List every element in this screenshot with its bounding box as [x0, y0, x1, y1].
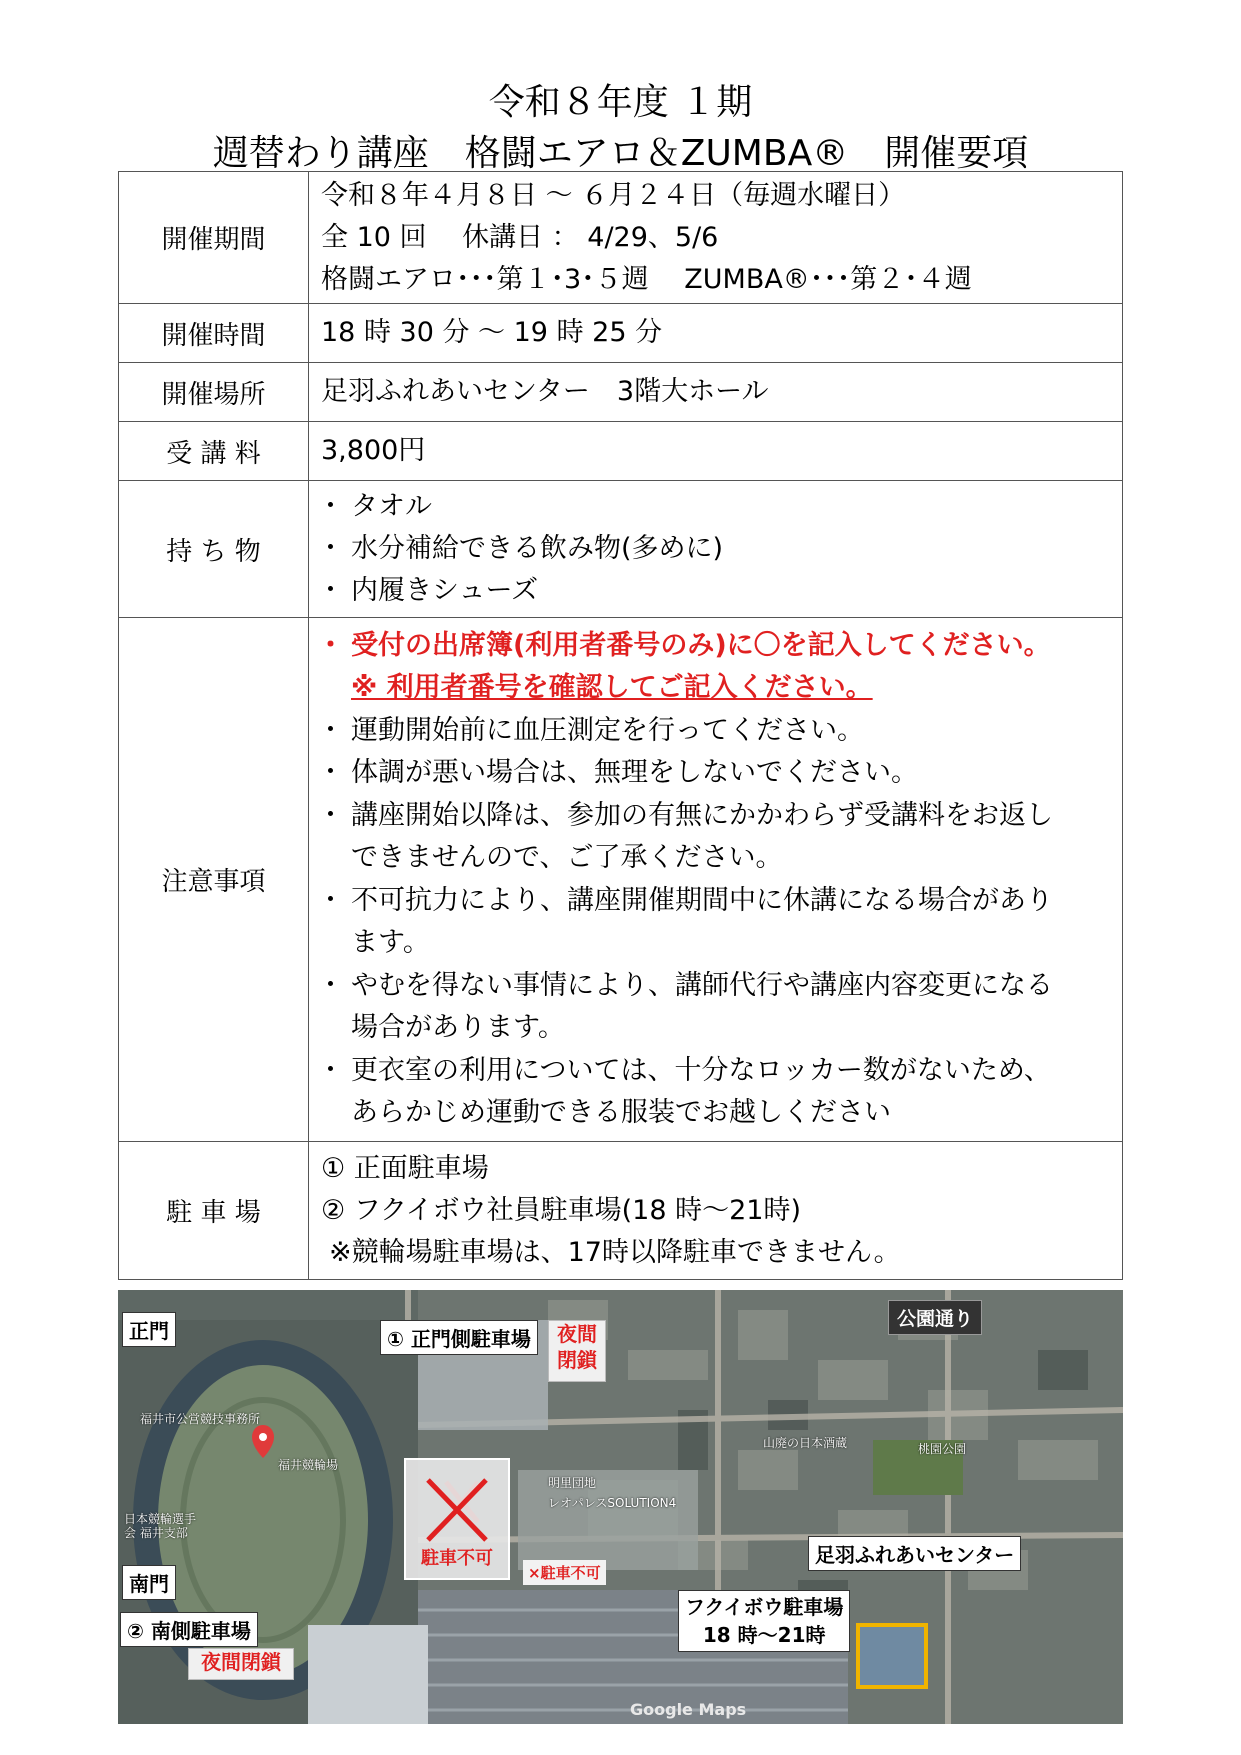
label-fukuibo	[678, 1590, 850, 1652]
row-fee	[119, 422, 1123, 481]
label-koen-dori: 公園通り	[888, 1300, 982, 1335]
label-seimon-parking: ① 正門側駐車場	[380, 1320, 538, 1355]
note-3-cont: できませんので、ご了承ください。	[351, 842, 783, 873]
label-south-parking: ② 南側駐車場	[120, 1612, 258, 1647]
note-6-cont: あらかじめ運動できる服装でお越しください	[351, 1097, 891, 1128]
parking-3: ※競輪場駐車場は、17時以降駐車できません。	[329, 1236, 901, 1268]
label-center: 足羽ふれあいセンター	[808, 1536, 1021, 1571]
period-line-1: 令和８年４月８日 ～ ６月２４日（毎週水曜日）	[321, 179, 906, 211]
poi-meiri: 明里団地	[548, 1476, 597, 1490]
google-maps-logo: Google Maps	[630, 1700, 747, 1719]
note-6: ・ 更衣室の利用については、十分なロッカー数がないため、	[321, 1050, 1122, 1093]
period-line-3: 格闘エアロ･･･第１･3･５週 ZUMBA®･･･第２･４週	[321, 263, 972, 295]
no-parking-label: 駐車不可	[421, 1548, 493, 1569]
poi-union-2: 会 福井支部	[124, 1526, 188, 1540]
fukuibo-line-2: 18 時～21時	[702, 1623, 826, 1647]
no-parking-small-label: ×駐車不可	[523, 1560, 606, 1585]
row-parking	[119, 1142, 1123, 1280]
info-table	[118, 171, 1123, 1280]
row-time	[119, 304, 1123, 363]
label-period: 開催期間	[119, 172, 309, 304]
label-fee: 受 講 料	[119, 422, 309, 481]
label-place: 開催場所	[119, 363, 309, 422]
item-shoes: ・ 内履きシューズ	[321, 570, 1122, 612]
period-line-2: 全 10 回 休講日 ： 4/29、5/6	[321, 221, 719, 253]
fukuibo-line-1: フクイボウ駐車場	[685, 1595, 844, 1619]
night-closed-2: 夜間閉鎖	[188, 1648, 294, 1680]
note-5: ・ やむを得ない事情により、講師代行や講座内容変更になる	[321, 965, 1122, 1008]
label-seimon: 正門	[122, 1312, 176, 1347]
note-red-1: ・ 受付の出席簿(利用者番号のみ)に〇を記入してください。	[321, 625, 1122, 668]
poi-office: 福井市公営競技事務所	[140, 1412, 261, 1426]
label-time: 開催時間	[119, 304, 309, 363]
parking-1: ① 正面駐車場	[321, 1152, 489, 1184]
row-place	[119, 363, 1123, 422]
note-3: ・ 講座開始以降は、参加の有無にかかわらず受講料をお返し	[321, 795, 1122, 838]
poi-leo: レオパレスSOLUTION4	[548, 1496, 677, 1510]
note-1: ・ 運動開始前に血圧測定を行ってください。	[321, 710, 1122, 753]
row-notes	[119, 618, 1123, 1142]
note-5-cont: 場合があります。	[351, 1012, 565, 1043]
label-notes: 注意事項	[119, 618, 309, 1142]
row-period	[119, 172, 1123, 304]
poi-sake: 山廃の日本酒蔵	[763, 1436, 848, 1450]
label-nanmon: 南門	[122, 1565, 176, 1600]
note-4-cont: ます。	[351, 927, 430, 958]
poi-union-1: 日本競輪選手	[124, 1512, 197, 1526]
poi-keirin: 福井競輪場	[278, 1458, 339, 1472]
note-2: ・ 体調が悪い場合は、無理をしないでください。	[321, 752, 1122, 795]
label-items: 持 ち 物	[119, 481, 309, 618]
value-fee: 3,800円	[309, 422, 1123, 481]
poi-park: 桃園公園	[918, 1442, 967, 1456]
item-drink: ・ 水分補給できる飲み物(多めに)	[321, 528, 1122, 570]
no-parking-area	[404, 1458, 510, 1580]
label-parking: 駐 車 場	[119, 1142, 309, 1280]
value-place: 足羽ふれあいセンター 3階大ホール	[309, 363, 1123, 422]
parking-2: ② フクイボウ社員駐車場(18 時～21時)	[321, 1194, 801, 1226]
satellite-map	[118, 1290, 1123, 1724]
title-line-1: 令和８年度 １期	[488, 82, 753, 123]
note-red-2: ※ 利用者番号を確認してご記入ください。	[351, 672, 873, 703]
title-line-2: 週替わり講座 格闘エアロ＆ZUMBA® 開催要項	[212, 133, 1029, 174]
note-4: ・ 不可抗力により、講座開催期間中に休講になる場合があり	[321, 880, 1122, 923]
value-time: 18 時 30 分 ～ 19 時 25 分	[309, 304, 1123, 363]
night-closed-1: 夜間 閉鎖	[548, 1320, 606, 1382]
row-items	[119, 481, 1123, 618]
item-towel: ・ タオル	[321, 486, 1122, 528]
